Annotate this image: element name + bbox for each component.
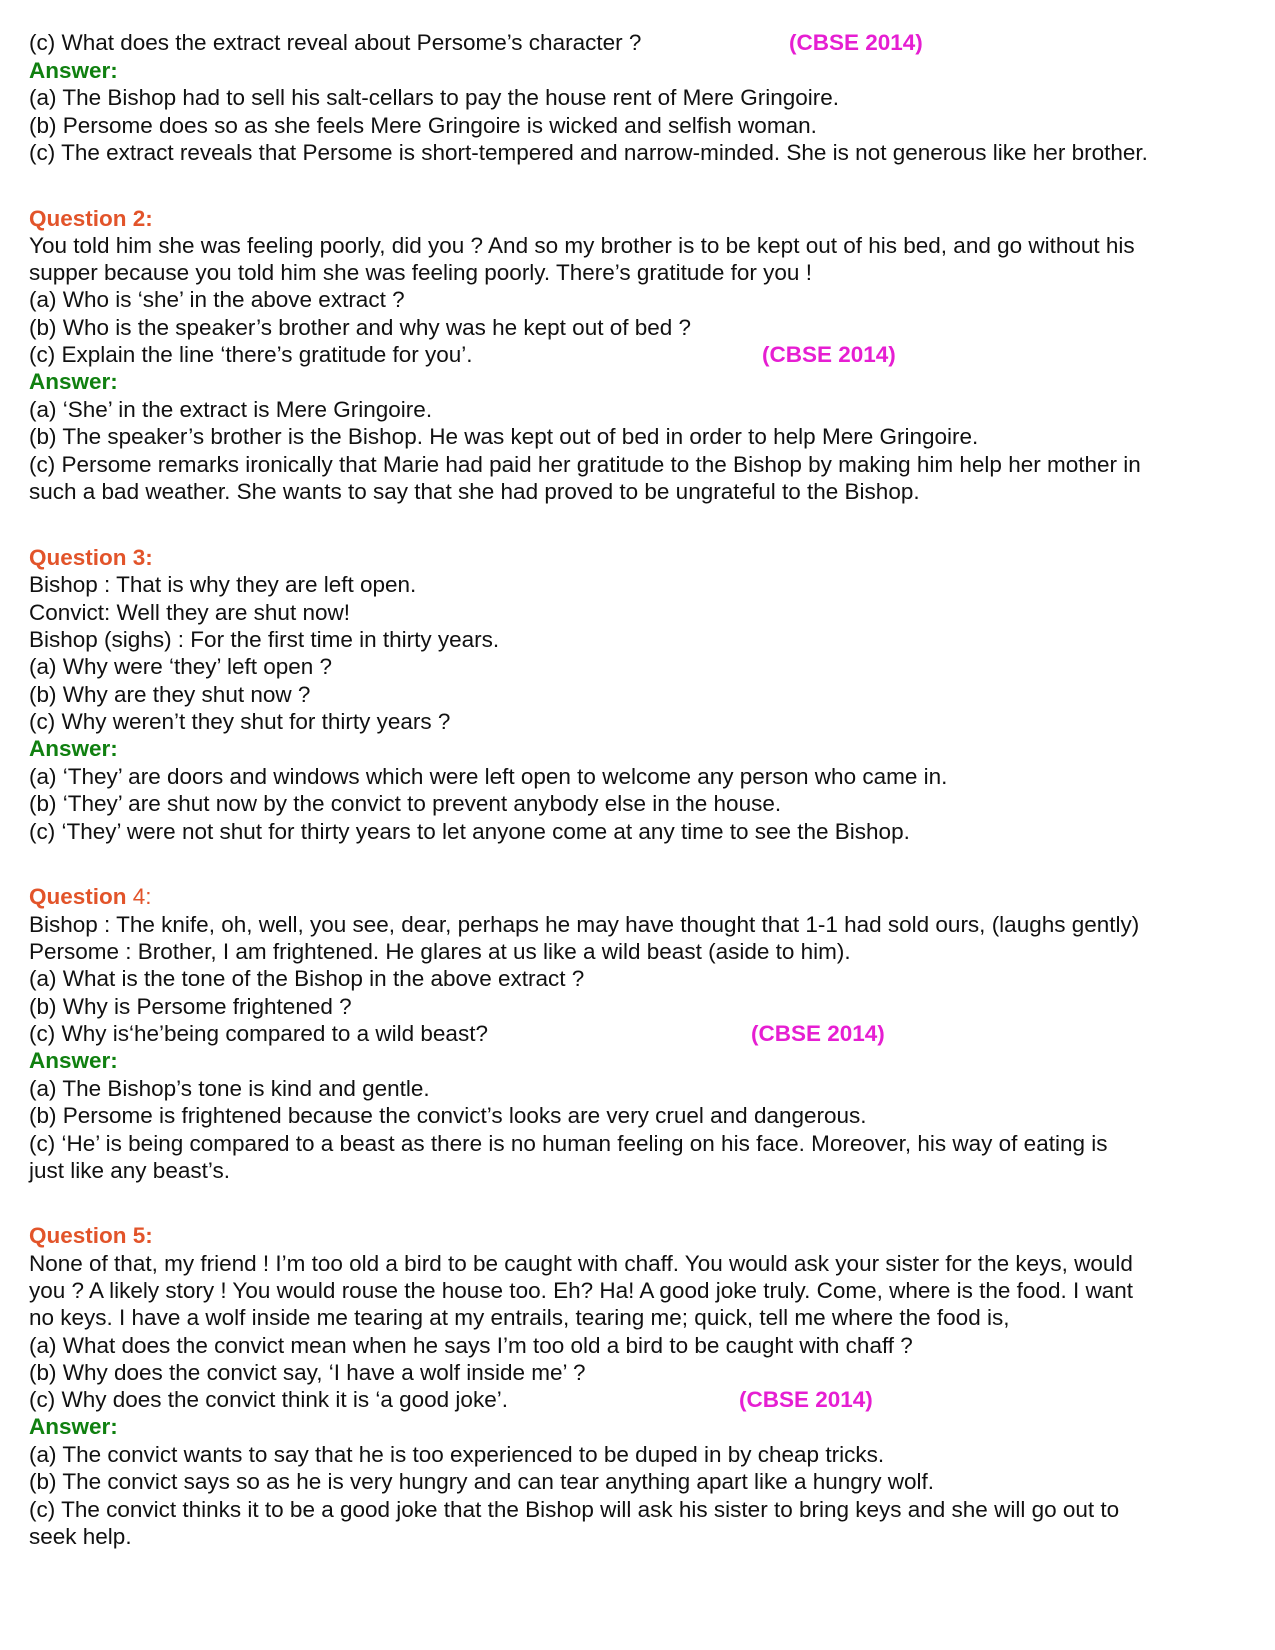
q2-question-b: (b) Who is the speaker’s brother and why was he kept out of bed ? xyxy=(29,315,692,340)
q2-question-c: (c) Explain the line ‘there’s gratitude for you’. xyxy=(29,342,473,367)
q1-question-c: (c) What does the extract reveal about Persome’s character ? xyxy=(29,30,642,55)
q4-question-b: (b) Why is Persome frightened ? xyxy=(29,994,352,1019)
q5-answer-b: (b) The convict says so as he is very hungry and can tear anything apart like a hungry wolf. xyxy=(29,1469,935,1494)
q4-heading-word: Question xyxy=(29,884,127,909)
q3-question-a: (a) Why were ‘they’ left open ? xyxy=(29,654,333,679)
q5-question-c: (c) Why does the convict think it is ‘a good joke’. xyxy=(29,1387,508,1412)
q5-answer-c-cont: seek help. xyxy=(29,1524,132,1549)
q4-answer-b: (b) Persome is frightened because the convict’s looks are very cruel and dangerous. xyxy=(29,1103,867,1128)
q4-cbse-tag: (CBSE 2014) xyxy=(751,1021,885,1046)
q1-answer-heading: Answer: xyxy=(29,58,118,83)
q4-answer-heading: Answer: xyxy=(29,1048,118,1073)
q3-answer-heading: Answer: xyxy=(29,736,118,761)
q1-cbse-tag: (CBSE 2014) xyxy=(789,30,923,55)
q5-passage-line-2: you ? A likely story ! You would rouse the house too. Eh? Ha! A good joke truly. Come, where is the food. I want xyxy=(29,1278,1133,1303)
q3-passage-line-1: Bishop : That is why they are left open. xyxy=(29,572,417,597)
q4-answer-c: (c) ‘He’ is being compared to a beast as there is no human feeling on his face. Moreover, his way of eating is xyxy=(29,1131,1108,1156)
q5-heading: Question 5: xyxy=(29,1223,153,1248)
q5-cbse-tag: (CBSE 2014) xyxy=(739,1387,873,1412)
q3-heading: Question 3: xyxy=(29,545,153,570)
q4-passage-line-1: Bishop : The knife, oh, well, you see, dear, perhaps he may have thought that 1-1 had sold ours, (laughs gently) xyxy=(29,912,1140,937)
q5-question-b: (b) Why does the convict say, ‘I have a wolf inside me’ ? xyxy=(29,1360,586,1385)
q4-heading xyxy=(29,883,152,910)
q2-heading: Question 2: xyxy=(29,206,153,231)
q5-passage-line-1: None of that, my friend ! I’m too old a bird to be caught with chaff. You would ask your sister for the keys, would xyxy=(29,1251,1133,1276)
q2-cbse-tag: (CBSE 2014) xyxy=(762,342,896,367)
q2-question-a: (a) Who is ‘she’ in the above extract ? xyxy=(29,287,405,312)
q2-passage-line-1: You told him she was feeling poorly, did you ? And so my brother is to be kept out of his bed, and go without his xyxy=(29,233,1135,258)
q5-answer-c: (c) The convict thinks it to be a good joke that the Bishop will ask his sister to bring keys and she will go out to xyxy=(29,1497,1120,1522)
q4-heading-number: 4: xyxy=(126,884,152,909)
q1-answer-c: (c) The extract reveals that Persome is short-tempered and narrow-minded. She is not generous like her brother. xyxy=(29,140,1148,165)
q3-passage-line-2: Convict: Well they are shut now! xyxy=(29,600,350,625)
q5-passage-line-3: no keys. I have a wolf inside me tearing at my entrails, tearing me; quick, tell me where the food is, xyxy=(29,1305,1010,1330)
q2-answer-c-cont: such a bad weather. She wants to say that she had proved to be ungrateful to the Bishop. xyxy=(29,479,920,504)
q2-answer-c: (c) Persome remarks ironically that Marie had paid her gratitude to the Bishop by making him help her mother in xyxy=(29,452,1141,477)
q3-answer-a: (a) ‘They’ are doors and windows which were left open to welcome any person who came in. xyxy=(29,764,948,789)
q3-answer-b: (b) ‘They’ are shut now by the convict to prevent anybody else in the house. xyxy=(29,791,782,816)
q3-passage-line-3: Bishop (sighs) : For the first time in thirty years. xyxy=(29,627,500,652)
q5-answer-a: (a) The convict wants to say that he is too experienced to be duped in by cheap tricks. xyxy=(29,1442,885,1467)
q5-answer-heading: Answer: xyxy=(29,1414,118,1439)
q4-answer-c-cont: just like any beast’s. xyxy=(29,1158,230,1183)
q2-answer-heading: Answer: xyxy=(29,369,118,394)
q1-answer-a: (a) The Bishop had to sell his salt-cellars to pay the house rent of Mere Gringoire. xyxy=(29,85,839,110)
q4-answer-a: (a) The Bishop’s tone is kind and gentle. xyxy=(29,1076,430,1101)
q4-question-a: (a) What is the tone of the Bishop in the above extract ? xyxy=(29,966,585,991)
q3-answer-c: (c) ‘They’ were not shut for thirty years to let anyone come at any time to see the Bishop. xyxy=(29,819,910,844)
q5-question-a: (a) What does the convict mean when he says I’m too old a bird to be caught with chaff ? xyxy=(29,1333,913,1358)
q2-answer-a: (a) ‘She’ in the extract is Mere Gringoire. xyxy=(29,397,433,422)
q4-question-c: (c) Why is‘he’being compared to a wild beast? xyxy=(29,1021,488,1046)
q3-question-b: (b) Why are they shut now ? xyxy=(29,682,311,707)
q2-passage-line-2: supper because you told him she was feeling poorly. There’s gratitude for you ! xyxy=(29,260,812,285)
q1-answer-b: (b) Persome does so as she feels Mere Gringoire is wicked and selfish woman. xyxy=(29,113,817,138)
q3-question-c: (c) Why weren’t they shut for thirty years ? xyxy=(29,709,451,734)
q2-answer-b: (b) The speaker’s brother is the Bishop. He was kept out of bed in order to help Mere Gringoire. xyxy=(29,424,979,449)
q4-passage-line-2: Persome : Brother, I am frightened. He glares at us like a wild beast (aside to him). xyxy=(29,939,851,964)
